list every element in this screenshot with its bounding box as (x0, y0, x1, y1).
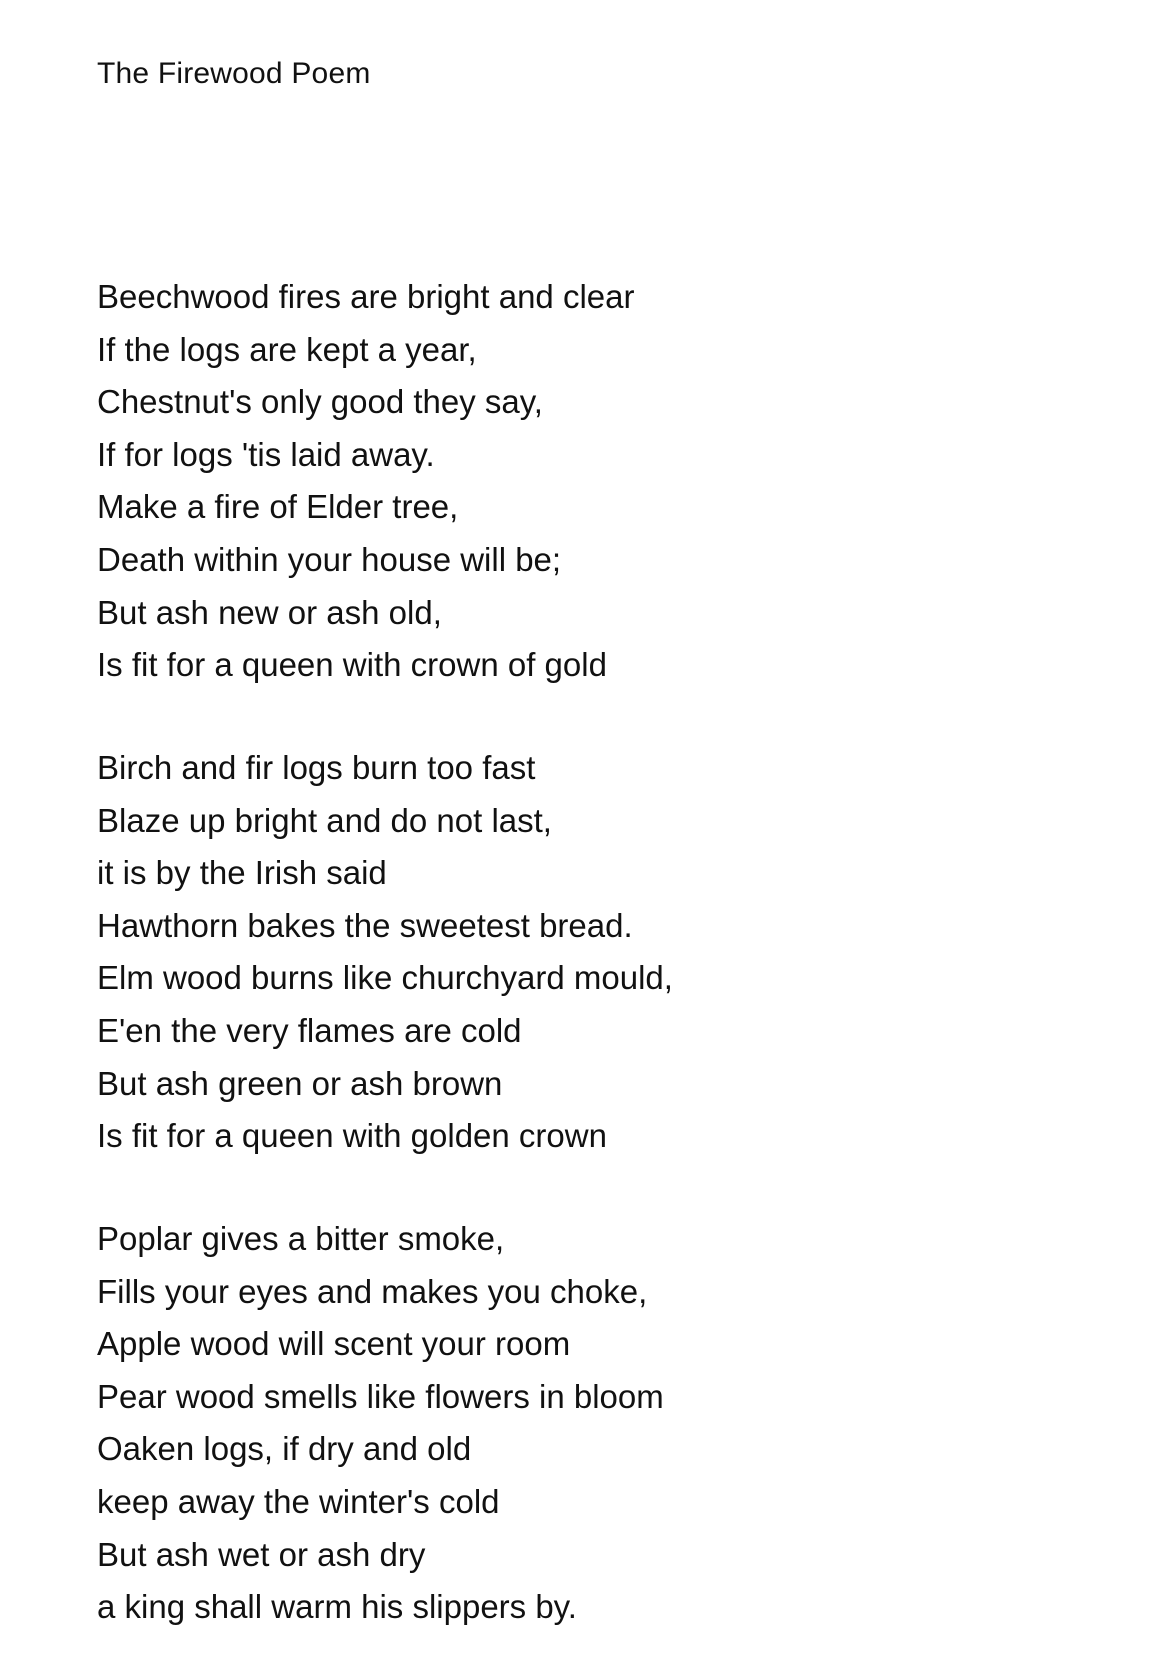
poem-line: Death within your house will be; (97, 540, 562, 578)
poem-line: Pear wood smells like flowers in bloom (97, 1377, 664, 1415)
stanza-3 (97, 1213, 664, 1634)
poem-line: Birch and fir logs burn too fast (97, 749, 536, 786)
poem-line: If the logs are kept a year, (97, 330, 477, 368)
poem-line: If for logs 'tis laid away. (97, 435, 435, 473)
poem-line: keep away the winter's cold (97, 1482, 500, 1520)
poem-line: E'en the very flames are cold (97, 1011, 522, 1049)
poem-line: Is fit for a queen with crown of gold (97, 646, 607, 684)
poem-line: Apple wood will scent your room (97, 1325, 571, 1363)
poem-line: Elm wood burns like churchyard mould, (97, 959, 673, 997)
poem-line: But ash new or ash old, (97, 593, 442, 631)
poem-line: Chestnut's only good they say, (97, 383, 543, 421)
poem-line: Oaken logs, if dry and old (97, 1430, 472, 1468)
poem-line: Make a fire of Elder tree, (97, 488, 459, 526)
poem-line: Is fit for a queen with golden crown (97, 1117, 607, 1155)
poem-line: Blaze up bright and do not last, (97, 801, 552, 839)
poem-title: The Firewood Poem (97, 57, 371, 90)
stanza-1 (97, 271, 634, 692)
poem-line: Beechwood fires are bright and clear (97, 278, 635, 315)
poem-line: Fills your eyes and makes you choke, (97, 1272, 648, 1310)
poem-line: But ash wet or ash dry (97, 1535, 426, 1573)
stanza-2 (97, 742, 673, 1163)
poem-line: But ash green or ash brown (97, 1064, 503, 1102)
poem-line: Hawthorn bakes the sweetest bread. (97, 906, 633, 944)
poem-line: Poplar gives a bitter smoke, (97, 1220, 505, 1257)
poem-line: a king shall warm his slippers by. (97, 1588, 577, 1626)
poem-line: it is by the Irish said (97, 854, 387, 892)
